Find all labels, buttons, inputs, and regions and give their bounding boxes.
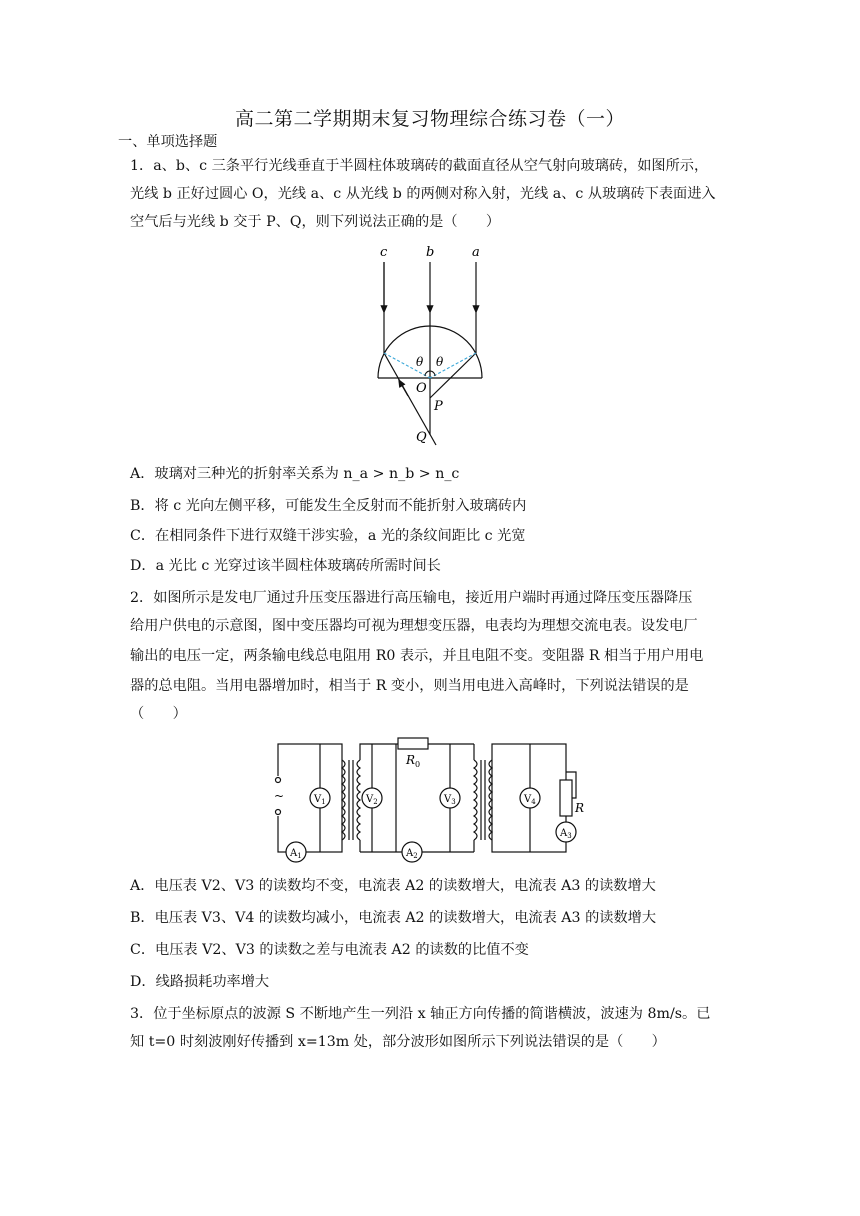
ac-source-symbol: ~	[274, 789, 285, 803]
q1-line-3: 空气后与光线 b 交于 P、Q，则下列说法正确的是（ ）	[130, 214, 501, 230]
page-title: 高二第二学期期末复习物理综合练习卷（一）	[234, 108, 625, 130]
label-R0: $R_0$	[406, 753, 421, 769]
label-a: a	[472, 245, 480, 260]
q2-option-d: D．线路损耗功率增大	[130, 974, 270, 990]
meter-a3: $A_3$	[560, 828, 572, 840]
label-R: R	[575, 801, 585, 815]
q2-line-2: 给用户供电的示意图，图中变压器均可视为理想变压器，电表均为理想交流电表。设发电厂	[130, 618, 698, 634]
q1-option-b: B．将 c 光向左侧平移，可能发生全反射而不能折射入玻璃砖内	[130, 498, 527, 514]
meter-v3: $V_3$	[444, 794, 456, 806]
label-O: O	[416, 381, 427, 396]
q2-line-4: 器的总电阻。当用电器增加时，相当于 R 变小，则当用电进入高峰时，下列说法错误的是	[130, 678, 689, 694]
label-Q: Q	[416, 430, 427, 445]
label-theta-left: θ	[416, 355, 424, 369]
q2-line-5: （ ）	[130, 706, 187, 722]
meter-v1: $V_1$	[314, 794, 326, 806]
q1-option-a: A．玻璃对三种光的折射率关系为 n_a > n_b > n_c	[130, 466, 460, 482]
label-P: P	[434, 399, 443, 414]
meter-v2: $V_2$	[366, 794, 378, 806]
meter-v4: $V_4$	[524, 794, 536, 806]
label-b: b	[426, 245, 435, 260]
q3-line-2: 知 t=0 时刻波刚好传播到 x=13m 处，部分波形如图所示下列说法错误的是（ ）	[130, 1034, 666, 1050]
meter-a2: $A_2$	[406, 848, 418, 860]
q2-option-a: A．电压表 V2、V3 的读数均不变，电流表 A2 的读数增大，电流表 A3 的读数增大	[130, 878, 656, 894]
q1-option-c: C．在相同条件下进行双缝干涉实验，a 光的条纹间距比 c 光宽	[130, 528, 526, 544]
q2-line-3: 输出的电压一定，两条输电线总电阻用 R0 表示，并且电阻不变。变阻器 R 相当于用户用电	[130, 648, 704, 664]
q2-option-b: B．电压表 V3、V4 的读数均减小，电流表 A2 的读数增大，电流表 A3 的读数增大	[130, 910, 657, 926]
q1-line-2: 光线 b 正好过圆心 O，光线 a、c 从光线 b 的两侧对称入射，光线 a、c 从玻璃砖下表面进入	[130, 186, 716, 202]
label-c: c	[380, 245, 388, 260]
q2-circuit-figure	[270, 736, 600, 866]
q1-option-d: D．a 光比 c 光穿过该半圆柱体玻璃砖所需时间长	[130, 558, 441, 574]
q1-line-1: 1．a、b、c 三条平行光线垂直于半圆柱体玻璃砖的截面直径从空气射向玻璃砖，如图所示，	[130, 158, 709, 174]
q3-line-1: 3．位于坐标原点的波源 S 不断地产生一列沿 x 轴正方向传播的简谐横波，波速为 8m/s。已	[130, 1006, 711, 1022]
label-theta-right: θ	[436, 355, 444, 369]
q2-option-c: C．电压表 V2、V3 的读数之差与电流表 A2 的读数的比值不变	[130, 942, 529, 958]
q2-line-1: 2．如图所示是发电厂通过升压变压器进行高压输电，接近用户端时再通过降压变压器降压	[130, 590, 693, 606]
section-heading: 一、单项选择题	[118, 134, 218, 150]
meter-a1: $A_1$	[290, 848, 302, 860]
q1-optics-figure	[370, 240, 490, 450]
